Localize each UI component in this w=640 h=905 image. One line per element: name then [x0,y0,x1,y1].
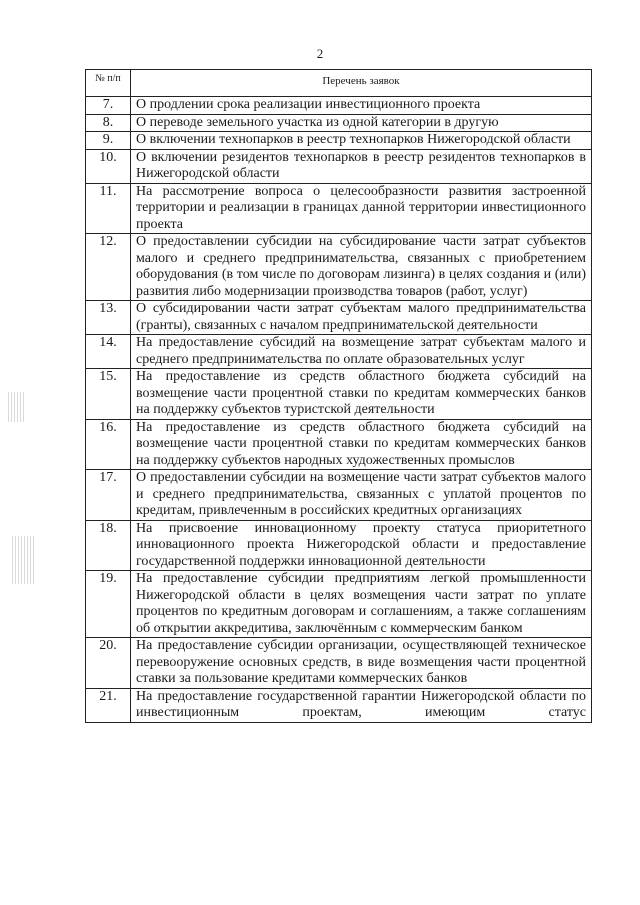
row-text: На предоставление государственной гарантии Нижегородской области по инвестиционным проектам, имеющим статус [131,688,592,722]
table-row [86,97,592,115]
table-row [86,470,592,521]
row-text: О переводе земельного участка из одной категории в другую [131,114,592,132]
row-text: На предоставление из средств областного бюджета субсидий на возмещение части процентной ставки по кредитам коммерческих банков на поддержку субъектов народных художественных промыслов [131,419,592,470]
table-row [86,369,592,420]
column-header-requests: Перечень заявок [131,70,592,97]
table-row [86,571,592,638]
row-text: О предоставлении субсидии на субсидирование части затрат субъектов малого и среднего предпринимательства, связанных с приобретением оборудования (в том числе по договорам лизинга) в целях создания и (или) развития либо модернизации производства товаров (работ, услуг) [131,234,592,301]
row-text: На предоставление субсидии предприятиям легкой промышленности Нижегородской области в целях возмещения части затрат по уплате процентов по кредитным договорам и соглашениям, а также соглашениям об открытии аккредитива, заключённым с коммерческим банком [131,571,592,638]
row-number: 11. [86,183,131,234]
row-text: О включении технопарков в реестр технопарков Нижегородской области [131,132,592,150]
row-number: 16. [86,419,131,470]
row-number: 10. [86,149,131,183]
row-number: 13. [86,301,131,335]
row-number: 12. [86,234,131,301]
row-text: На предоставление из средств областного бюджета субсидий на возмещение части процентной ставки по кредитам коммерческих банков на поддержку субъектов туристской деятельности [131,369,592,420]
table-header-row [86,70,592,97]
row-text: О включении резидентов технопарков в реестр резидентов технопарков в Нижегородской области [131,149,592,183]
row-text: О субсидировании части затрат субъектам малого предпринимательства (гранты), связанных с началом предпринимательской деятельности [131,301,592,335]
row-text: О продлении срока реализации инвестиционного проекта [131,97,592,115]
row-text: На присвоение инновационному проекту статуса приоритетного инновационного проекта Нижегородской области и предоставление государственной поддержки инновационной деятельности [131,520,592,571]
row-number: 20. [86,638,131,689]
row-number: 18. [86,520,131,571]
table-row [86,183,592,234]
table-row [86,688,592,722]
row-text: О предоставлении субсидии на возмещение части затрат субъектов малого и среднего предпринимательства, связанных с уплатой процентов по кредитам, привлеченным в российских кредитных организациях [131,470,592,521]
table-row [86,149,592,183]
table-row [86,520,592,571]
row-number: 15. [86,369,131,420]
row-number: 8. [86,114,131,132]
table-row [86,335,592,369]
table-row [86,132,592,150]
table-row [86,419,592,470]
scan-artifact [12,536,34,584]
table-row [86,234,592,301]
row-text: На предоставление субсидии организации, осуществляющей техническое перевооружение основных средств, в виде возмещения части процентной ставки за пользование кредитами коммерческих банков [131,638,592,689]
row-number: 7. [86,97,131,115]
row-number: 19. [86,571,131,638]
row-number: 17. [86,470,131,521]
row-number: 9. [86,132,131,150]
row-number: 21. [86,688,131,722]
row-number: 14. [86,335,131,369]
row-text: На рассмотрение вопроса о целесообразности развития застроенной территории и реализации в границах данной территории инвестиционного проекта [131,183,592,234]
row-text: На предоставление субсидий на возмещение затрат субъектам малого и среднего предпринимательства по оплате образовательных услуг [131,335,592,369]
table-row [86,301,592,335]
page-number: 2 [316,46,324,61]
requests-table [85,69,592,723]
table-row [86,638,592,689]
scan-artifact [8,392,26,422]
table-row [86,114,592,132]
column-header-number: № п/п [86,70,131,97]
